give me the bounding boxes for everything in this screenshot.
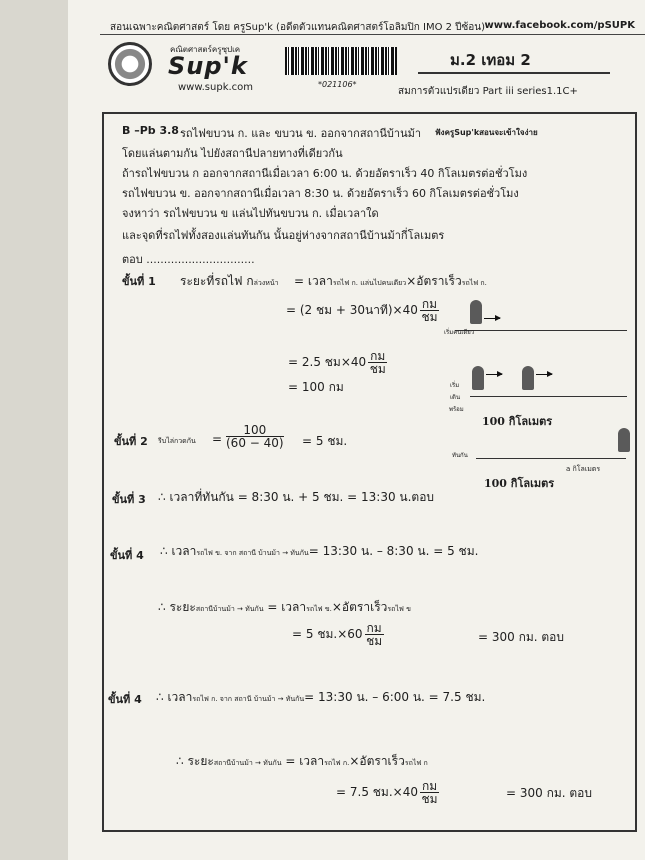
step4-c-res: = 300 กม. ตอบ — [478, 630, 565, 644]
header-topline: สอนเฉพาะคณิตศาสตร์ โดย ครูSup'k (อดีตตัวแทนคณิตศาสตร์โอลิมปิก IMO 2 ปีซ้อน) — [110, 22, 486, 33]
step2-label: ขั้นที่ 2 — [114, 435, 148, 448]
brand-subtitle: คณิตศาสตร์ครูซุปเค — [170, 45, 241, 54]
problem-line-6: และจุดที่รถไฟทั้งสองแล่นทันกัน นั้นอยู่ห่างจากสถานีบ้านม้ากี่โลเมตร — [122, 229, 445, 242]
problem-line-2: โดยแล่นตามกัน ไปยังสถานีปลายทางที่เดียวกัน — [122, 147, 343, 160]
fig-dist-2: 100 กิโลเมตร — [484, 477, 555, 490]
track-line-2 — [470, 396, 627, 397]
arrow-right-icon — [484, 318, 500, 319]
fig-start-alone: เริ่มคนเดียว — [444, 329, 475, 336]
series-line: สมการตัวแปรเดียว Part iii series1.1C+ — [398, 86, 578, 97]
header-rule — [100, 34, 645, 35]
step3-a: ∴ เวลาที่ทันกัน = 8:30 น. + 5 ชม. = 13:30 น.ตอบ — [158, 490, 435, 504]
brand-logo-text: Sup'k — [168, 52, 248, 80]
step5-c-res: = 300 กม. ตอบ — [506, 786, 593, 800]
brand-url: www.supk.com — [178, 82, 254, 93]
fig-dist-1: 100 กิโลเมตร — [482, 415, 553, 428]
problem-line-1: รถไฟขบวน ก. และ ขบวน ข. ออกจากสถานีบ้านม้า — [180, 127, 422, 140]
track-line-3 — [476, 458, 626, 459]
track-line-1 — [455, 330, 627, 331]
grade-rule — [418, 72, 610, 74]
step2-frac: $\frac{100}{(60 - 40)}$ — [226, 423, 284, 450]
fig-a-km: a กิโลเมตร — [566, 465, 601, 473]
supk-logo-icon — [108, 42, 152, 86]
step5-c: = 7.5 ชม.×40 $\frac{\text{กม}}{\text{ชม}}$ — [336, 779, 438, 806]
step1-d: = 100 กม — [288, 380, 344, 394]
person-a-icon — [522, 366, 534, 390]
answer-line: ตอบ ............................... — [122, 253, 255, 266]
problem-line-3: ถ้ารถไฟขบวน ก ออกจากสถานีเมื่อเวลา 6:00 น. ด้วยอัตราเร็ว 40 กิโลเมตรต่อชั่วโมง — [122, 167, 528, 180]
step1-label: ขั้นที่ 1 — [122, 275, 156, 288]
step1-b: = (2 ชม + 30นาที)×40 $\frac{\text{กม}}{\text{ชม}}$ — [286, 297, 438, 324]
step2-a: รีบไล่กวดกัน — [158, 437, 196, 445]
facebook-url: www.facebook.com/pSUPK — [484, 20, 635, 31]
fig-meet: ทันกัน — [452, 452, 468, 459]
person-b-icon — [472, 366, 484, 390]
step2-res: = 5 ชม. — [302, 434, 348, 448]
step1-a: ระยะที่รถไฟ กล่วงหน้า — [180, 274, 279, 288]
step4-a: ∴ เวลารถไฟ ข. จาก สถานี บ้านม้า → ทันกัน= 13:30 น. – 8:30 น. = 5 ชม. — [160, 544, 479, 558]
barcode-number: *021106* — [318, 80, 357, 89]
step5-a: ∴ เวลารถไฟ ก. จาก สถานี บ้านม้า → ทันกัน= 13:30 น. – 6:00 น. = 7.5 ชม. — [156, 690, 486, 704]
step4-b: ∴ ระยะสถานีบ้านม้า → ทันกัน = เวลารถไฟ ข.×อัตราเร็วรถไฟ ข — [158, 600, 411, 614]
fig-run: เดิน — [450, 394, 461, 401]
person-group-icon — [618, 428, 630, 452]
step1-a-rhs: = เวลารถไฟ ก. แล่นไปคนเดียว×อัตราเร็วรถไฟ ก. — [294, 274, 487, 288]
arrow-right-icon — [486, 374, 502, 375]
problem-label: B –Pb 3.8 — [122, 124, 179, 137]
problem-line-5: จงหาว่า รถไฟขบวน ข แล่นไปทันขบวน ก. เมื่อเวลาใด — [122, 207, 379, 220]
step2-eq: = — [212, 432, 223, 446]
step5-b: ∴ ระยะสถานีบ้านม้า → ทันกัน = เวลารถไฟ ก.×อัตราเร็วรถไฟ ก — [176, 754, 428, 768]
step5-label: ขั้นที่ 4 — [108, 693, 142, 706]
fig-start: เริ่ม — [450, 382, 460, 389]
arrow-right-icon — [536, 374, 552, 375]
problem-note: ฟังครูSup'kสอนจะเข้าใจง่าย — [435, 128, 538, 137]
barcode-icon — [285, 47, 397, 75]
person-a-icon — [470, 300, 482, 324]
problem-line-4: รถไฟขบวน ข. ออกจากสถานีเมื่อเวลา 8:30 น. ด้วยอัตราเร็ว 60 กิโลเมตรต่อชั่วโมง — [122, 187, 519, 200]
grade-term: ม.2 เทอม 2 — [450, 51, 531, 69]
step4-c: = 5 ชม.×60 $\frac{\text{กม}}{\text{ชม}}$ — [292, 621, 383, 648]
step1-c: = 2.5 ชม×40 $\frac{\text{กม}}{\text{ชม}}$ — [288, 349, 386, 376]
step3-label: ขั้นที่ 3 — [112, 493, 146, 506]
step4-label: ขั้นที่ 4 — [110, 549, 144, 562]
fig-together: พร้อม — [449, 406, 464, 413]
